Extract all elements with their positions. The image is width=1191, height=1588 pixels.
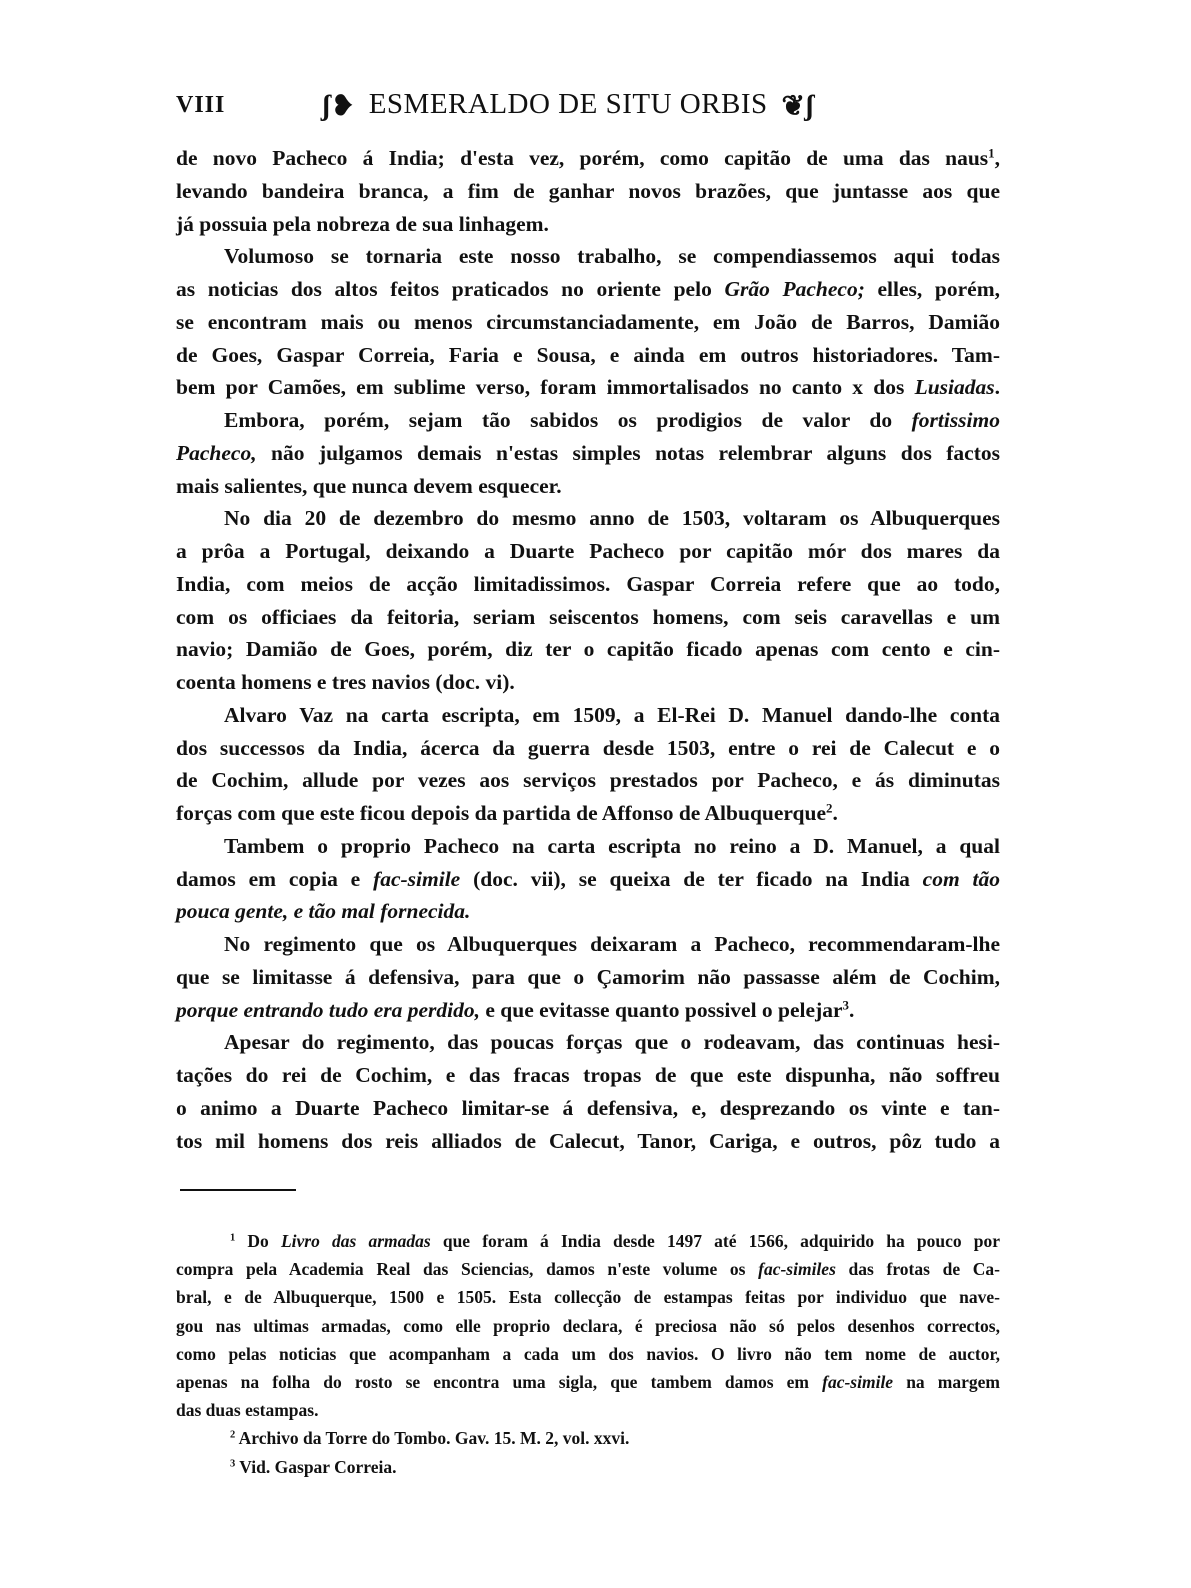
text-run: Archivo da Torre do Tombo. Gav. 15. M. 2, vol. xxvi. <box>235 1428 630 1449</box>
footnote-line <box>176 1312 1000 1340</box>
footnote-marker: 3 <box>842 997 849 1012</box>
text-line <box>176 175 1000 208</box>
footnote-marker: 2 <box>230 1430 236 1442</box>
italic-text: Livro das armadas <box>280 1231 431 1251</box>
text-run: Volumoso se tornaria este nosso trabalho, se compendiassemos aqui todas <box>224 244 1000 269</box>
text-run: damos em copia e <box>176 866 374 891</box>
text-line <box>176 535 1000 568</box>
text-line <box>176 732 1000 765</box>
text-run: elles, porém, <box>864 277 1000 301</box>
text-run: Do <box>235 1231 281 1251</box>
text-run: coenta homens e tres navios (doc. vi). <box>176 670 515 694</box>
text-line <box>176 797 1000 830</box>
text-run: Vid. Gaspar Correia. <box>235 1456 397 1477</box>
footnote-marker: 1 <box>988 146 995 161</box>
text-run: que foram á India desde 1497 até 1566, adquirido ha pouco por <box>430 1231 1000 1251</box>
text-line <box>176 699 1000 732</box>
ornament-right-icon: ❦ʃ <box>781 91 815 123</box>
text-run: como pelas noticias que acompanham a cada um dos navios. O livro não tem nome de auctor, <box>176 1343 1000 1364</box>
text-run: tos mil homens dos reis alliados de Calecut, Tanor, Cariga, e outros, pôz tudo a <box>176 1128 1000 1153</box>
italic-text: Lusiadas <box>914 375 995 400</box>
text-line <box>176 437 1000 470</box>
italic-text: pouca gente, e tão mal fornecida. <box>176 899 471 924</box>
text-line <box>176 764 1000 797</box>
text-line <box>176 633 1000 666</box>
text-run: . <box>994 375 1000 400</box>
text-run: India, com meios de acção limitadissimos. Gaspar Correia refere que ao todo, <box>176 571 1000 596</box>
text-run: mais salientes, que nunca devem esquecer. <box>176 473 562 498</box>
text-run: das frotas de Ca- <box>835 1259 1000 1280</box>
text-run: as noticias dos altos feitos praticados no oriente pelo <box>176 277 725 301</box>
footnotes <box>176 1227 1000 1481</box>
text-line <box>176 863 1000 896</box>
text-line <box>176 339 1000 372</box>
running-header <box>176 88 1000 128</box>
text-run: a prôa a Portugal, deixando a Duarte Pacheco por capitão mór dos mares da <box>176 539 1000 563</box>
footnote-line <box>176 1396 1000 1424</box>
italic-text: fac-simile <box>373 866 461 891</box>
text-line <box>176 601 1000 634</box>
book-title: ESMERALDO DE SITU ORBIS <box>368 88 768 120</box>
text-run: o animo a Duarte Pacheco limitar-se á defensiva, e, desprezando os vinte e tan- <box>176 1095 1000 1120</box>
footnote-line <box>176 1424 1000 1452</box>
italic-text: fac-simile <box>822 1371 894 1392</box>
text-run: e que evitasse quanto possivel o pelejar <box>480 997 843 1022</box>
text-run: levando bandeira branca, a fim de ganhar novos brazões, que juntasse aos que <box>176 178 1000 203</box>
text-line <box>176 273 1000 306</box>
italic-text: Grão Pacheco; <box>724 277 865 301</box>
text-line <box>176 961 1000 994</box>
footnote-marker: 3 <box>230 1458 236 1470</box>
text-run: de novo Pacheco á India; d'esta vez, porém, como capitão de uma das naus <box>176 146 989 170</box>
footnote-marker: 2 <box>826 801 833 816</box>
ornament-left-icon: ʃ❥ <box>322 91 355 123</box>
text-run: já possuia pela nobreza de sua linhagem. <box>176 211 549 236</box>
text-line <box>176 830 1000 863</box>
text-run: dos successos da India, ácerca da guerra desde 1503, entre o rei de Calecut e o <box>176 735 1000 760</box>
italic-text: fortissimo <box>911 408 1000 432</box>
text-run: não julgamos demais n'estas simples notas relembrar alguns dos factos <box>256 440 1000 465</box>
page-number: VIII <box>176 92 226 118</box>
footnote-line <box>176 1340 1000 1368</box>
italic-text: fac-similes <box>758 1259 836 1280</box>
text-run: forças com que este ficou depois da partida de Affonso de Albuquerque <box>176 801 827 825</box>
body-text <box>176 142 1000 1157</box>
footnote-line <box>176 1255 1000 1283</box>
text-run: . <box>832 801 838 825</box>
text-line <box>176 1059 1000 1092</box>
text-run: Embora, porém, sejam tão sabidos os prodigios de valor do <box>224 408 912 432</box>
running-title <box>316 88 820 123</box>
text-line <box>176 1092 1000 1125</box>
text-run: Apesar do regimento, das poucas forças que o rodeavam, das continuas hesi- <box>224 1030 1000 1055</box>
text-run: gou nas ultimas armadas, como elle proprio declara, é preciosa não só pelos desenhos correctos, <box>176 1315 1000 1336</box>
text-run: . <box>848 997 855 1022</box>
footnote-divider <box>180 1189 296 1191</box>
text-run: com os officiaes da feitoria, seriam seiscentos homens, com seis caravellas e um <box>176 604 1000 629</box>
text-line <box>176 208 1000 241</box>
text-run: Alvaro Vaz na carta escripta, em 1509, a El-Rei D. Manuel dando-lhe conta <box>224 702 1000 727</box>
text-line <box>176 240 1000 273</box>
text-run: No regimento que os Albuquerques deixaram a Pacheco, recommendaram-lhe <box>224 932 1000 956</box>
text-run: de Goes, Gaspar Correia, Faria e Sousa, e ainda em outros historiadores. Tam- <box>176 342 1000 367</box>
footnote-line <box>176 1227 1000 1255</box>
italic-text: Pacheco, <box>176 440 257 465</box>
italic-text: com tão <box>922 866 1000 891</box>
footnote-line <box>176 1368 1000 1396</box>
text-line <box>176 1026 1000 1059</box>
text-run: apenas na folha do rosto se encontra uma sigla, que tambem damos em <box>176 1371 823 1392</box>
text-line <box>176 666 1000 699</box>
text-run: que se limitasse á defensiva, para que o Çamorim não passasse além de Cochim, <box>176 964 1000 989</box>
italic-text: porque entrando tudo era perdido, <box>176 997 481 1022</box>
text-line <box>176 568 1000 601</box>
text-line <box>176 928 1000 961</box>
text-run: bem por Camões, em sublime verso, foram immortalisados no canto x dos <box>176 375 915 400</box>
text-run: tações do rei de Cochim, e das fracas tropas de que este dispunha, não soffreu <box>176 1063 1000 1087</box>
text-line <box>176 306 1000 339</box>
text-run: navio; Damião de Goes, porém, diz ter o capitão ficado apenas com cento e cin- <box>176 637 1000 662</box>
text-run: , <box>994 146 1000 170</box>
text-line <box>176 371 1000 404</box>
text-run: (doc. vii), se queixa de ter ficado na India <box>460 866 923 891</box>
text-run: das duas estampas. <box>176 1400 319 1421</box>
footnote-line <box>176 1453 1000 1481</box>
text-line <box>176 895 1000 928</box>
text-run: Tambem o proprio Pacheco na carta escripta no reino a D. Manuel, a qual <box>224 833 1000 858</box>
text-run: se encontram mais ou menos circumstanciadamente, em João de Barros, Damião <box>176 309 1000 334</box>
footnote-marker: 1 <box>230 1232 236 1244</box>
text-line <box>176 994 1000 1027</box>
text-line <box>176 142 1000 175</box>
text-line <box>176 502 1000 535</box>
text-run: bral, e de Albuquerque, 1500 e 1505. Esta collecção de estampas feitas por individuo que nave- <box>176 1287 1000 1308</box>
footnote-line <box>176 1283 1000 1311</box>
text-line <box>176 470 1000 503</box>
text-run: No dia 20 de dezembro do mesmo anno de 1503, voltaram os Albuquerques <box>224 506 1000 531</box>
text-line <box>176 404 1000 437</box>
text-line <box>176 1125 1000 1158</box>
text-run: na margem <box>893 1371 1000 1392</box>
text-run: de Cochim, allude por vezes aos serviços prestados por Pacheco, e ás diminutas <box>176 768 1000 793</box>
text-run: compra pela Academia Real das Sciencias, damos n'este volume os <box>176 1259 759 1280</box>
